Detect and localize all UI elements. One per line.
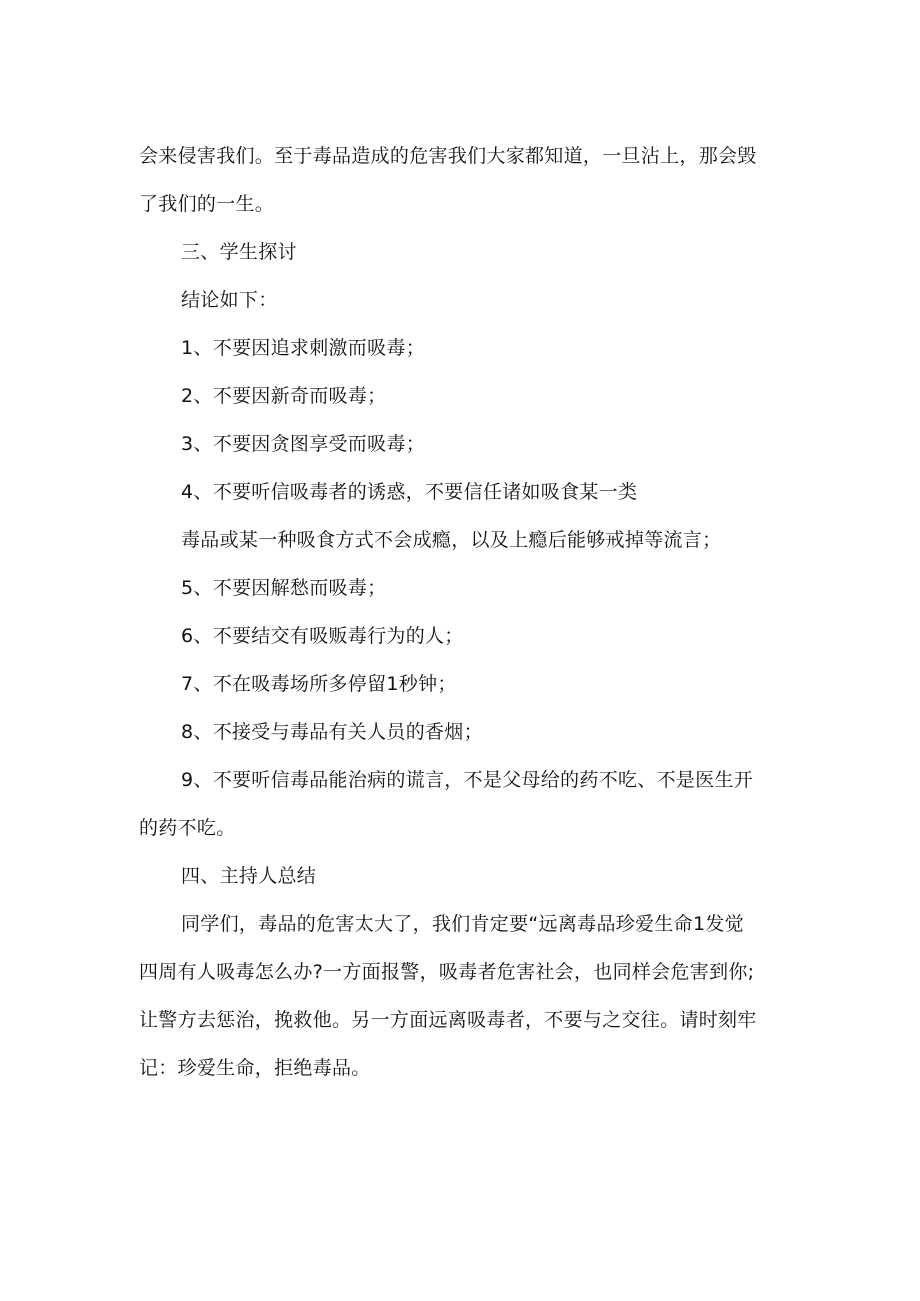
list-item: 6、不要结交有吸贩毒行为的人；	[181, 625, 464, 647]
list-item: 2、不要因新奇而吸毒；	[181, 385, 387, 407]
paragraph-line: 同学们，毒品的危害太大了，我们肯定要“远离毒品珍爱生命1发觉	[181, 913, 744, 935]
list-item: 3、不要因贪图享受而吸毒；	[181, 433, 425, 455]
list-item: 8、不接受与毒品有关人员的香烟；	[181, 721, 483, 743]
list-item: 9、不要听信毒品能治病的谎言，不是父母给的药不吃、不是医生开	[181, 769, 754, 791]
list-item: 4、不要听信吸毒者的诱惑，不要信任诸如吸食某一类	[181, 481, 638, 503]
list-item-continuation: 毒品或某一种吸食方式不会成瘾，以及上瘾后能够戒掉等流言；	[181, 529, 722, 551]
paragraph-line: 了我们的一生。	[139, 193, 275, 215]
paragraph-line: 会来侵害我们。至于毒品造成的危害我们大家都知道，一旦沾上，那会毁	[139, 145, 757, 167]
list-item: 7、不在吸毒场所多停留1秒钟；	[181, 673, 457, 695]
list-item: 1、不要因追求刺激而吸毒；	[181, 337, 425, 359]
section-heading: 三、学生探讨	[181, 241, 297, 263]
paragraph-line: 让警方去惩治，挽救他。另一方面远离吸毒者，不要与之交往。请时刻牢	[139, 1009, 757, 1031]
list-item: 5、不要因解愁而吸毒；	[181, 577, 387, 599]
section-heading: 四、主持人总结	[181, 865, 317, 887]
list-item-continuation: 的药不吃。	[139, 817, 236, 839]
paragraph-line: 四周有人吸毒怎么办?一方面报警，吸毒者危害社会，也同样会危害到你;	[139, 961, 755, 983]
paragraph-line: 记：珍爱生命，拒绝毒品。	[139, 1057, 371, 1079]
paragraph-line: 结论如下：	[181, 289, 278, 311]
